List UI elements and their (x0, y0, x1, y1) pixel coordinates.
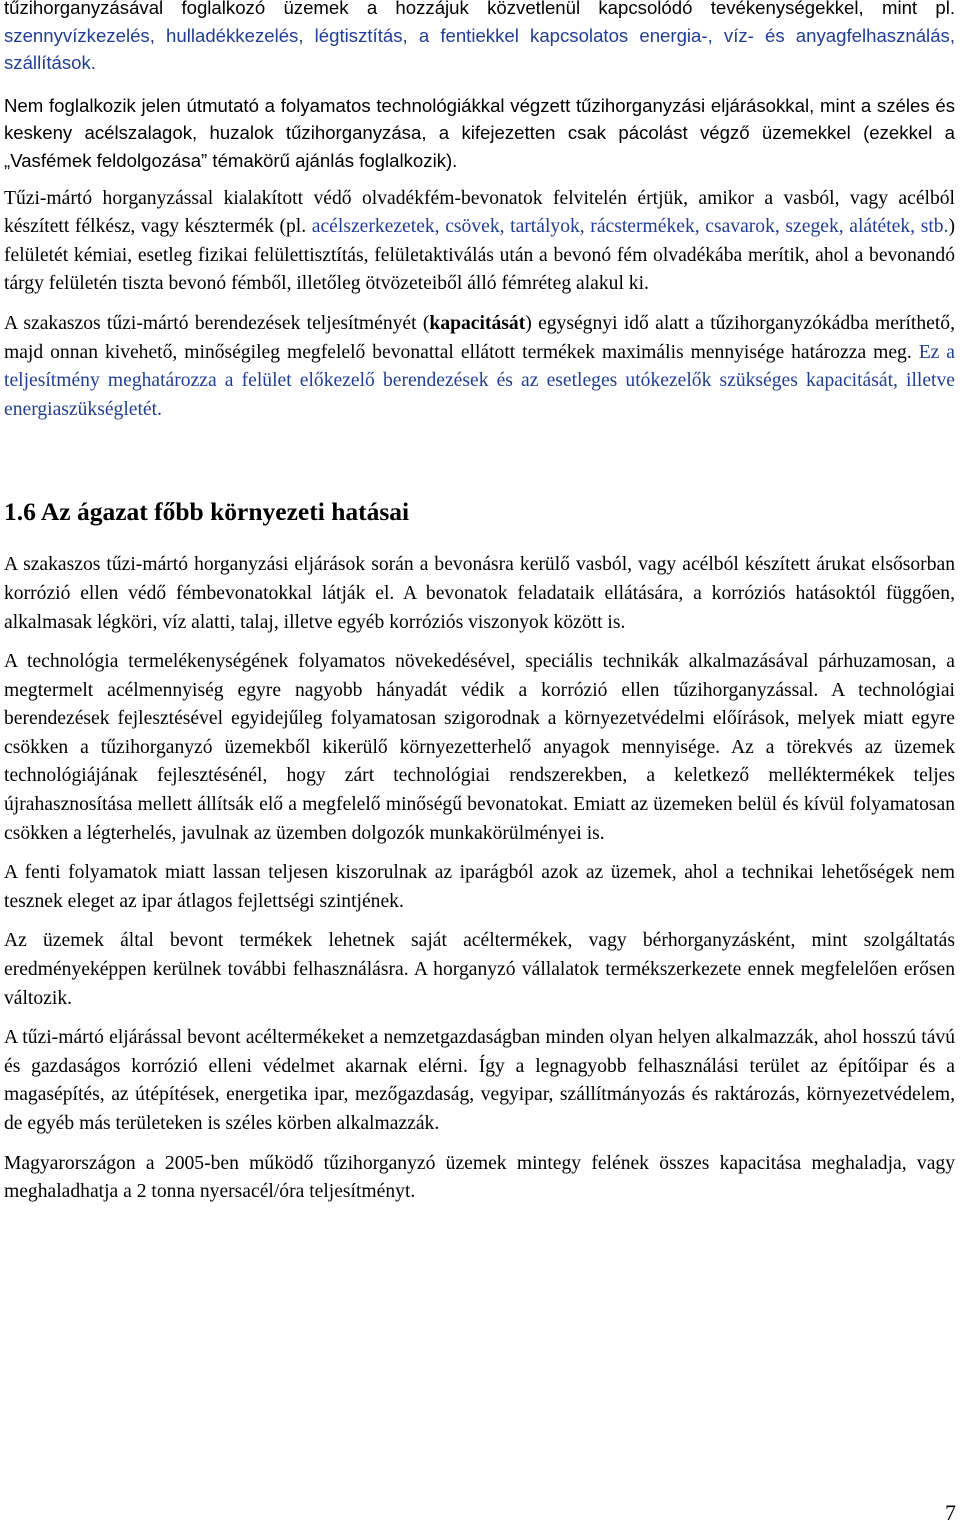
definition-paragraph (4, 185, 955, 299)
section-paragraph: A szakaszos tűzi-mártó horganyzási eljárások során a bevonásra kerülő vasból, vagy acélból készített árukat elsősorban korrózió ellen védő fémbevonatokkal látják el. A bevonatok feladataik ellátására, a korróziós hatásoktól függően, alkalmasak légköri, víz alatti, talaj, illetve egyéb korróziós viszonyok között is. (4, 554, 955, 633)
section-paragraph: Magyarországon a 2005-ben működő tűzihorganyzó üzemek mintegy felének összes kapacitása meghaladja, vagy meghaladhatja a 2 tonna nyersacél/óra teljesítményt. (4, 1152, 955, 1203)
scope-exclusion-paragraph: Nem foglalkozik jelen útmutató a folyamatos technológiákkal végzett tűzihorganyzási eljárásokkal, mint a széles és keskeny acélszalagok, huzalok tűzihorganyzása, a kifejezetten csak pácolást végző üzemekkel (ezekkel a „Vasfémek feldolgozása” témakörű ajánlás foglalkozik). (4, 94, 955, 171)
section-heading: 1.6 Az ágazat főbb környezeti hatásai (4, 497, 410, 527)
capacity-text-part3: Ez a teljesítmény meghatározza a felület előkezelő berendezések és az esetleges utókezelők szükséges kapacitását, illetve energiaszükségletét. (4, 341, 955, 420)
capacity-bold-term: kapacitását (429, 312, 526, 334)
capacity-text-part2: ) egységnyi idő alatt a tűzihorganyzókádba meríthető, majd onnan kivehető, minőségileg megfelelő bevonattal ellátott termékek maximális mennyisége határozza meg. (4, 312, 955, 363)
section-paragraph: A technológia termelékenységének folyamatos növekedésével, speciális technikák alkalmazásával párhuzamosan, a megtermelt acélmennyiség egyre nagyobb hányadát védik a korrózió ellen tűzihorganyzással. A technológiai berendezések fejlesztésével egyidejűleg folyamatosan szigorodnak a környezetvédelmi előírások, melyek miatt egyre csökken a tűzihorganyzó üzemekből kikerülő környezetterhelő anyagok mennyisége. Az a törekvés az üzemek technológiájának fejlesztésénél, hogy zárt technológiai rendszerekben, a keletkező melléktermékek teljes újrahasznosítása mellett állítsák elő a megfelelő minőségű bevonatokat. Emiatt az üzemeken belül és kívül folyamatosan csökken a légterhelés, javulnak az üzemben dolgozók munkakörülményei is. (4, 651, 955, 844)
section-paragraph: A fenti folyamatok miatt lassan teljesen kiszorulnak az iparágból azok az üzemek, ahol a technikai lehetőségek nem tesznek eleget az ipar átlagos fejlettségi szintjének. (4, 862, 955, 912)
definition-text-part1: Tűzi-mártó horganyzással kialakított védő olvadékfém-bevonatok felvitelén értjük, amikor a vasból, vagy acélból készített félkész, vagy késztermék (pl. (4, 187, 955, 238)
section-paragraph: Az üzemek által bevont termékek lehetnek saját acéltermékek, vagy bérhorganyzásként, mint szolgáltatás eredményeképpen kerülnek további felhasználásra. A horganyzó vállalatok termékszerkezete ennek megfelelően erősen változik. (4, 930, 955, 1009)
section-paragraph: A tűzi-mártó eljárással bevont acéltermékeket a nemzetgazdaságban minden olyan helyen alkalmazzák, ahol hosszú távú és gazdaságos korrózió elleni védelmet akarnak elérni. Így a legnagyobb felhasználási terület az építőipar és a magasépítés, az útépítések, energetika ipar, mezőgazdaság, vegyipar, szállítmányozás és raktározás, környezetvédelem, de egyéb más területeken is széles körben alkalmazzák. (4, 1027, 955, 1134)
page-number: 7 (945, 1500, 956, 1525)
intro-related-activities-text: szennyvízkezelés, hulladékkezelés, légtisztítás, a fentiekkel kapcsolatos energia-, víz- és anyagfelhasználás, szállítások. (4, 24, 955, 74)
definition-text-part3: ) felületét kémiai, esetleg fizikai felülettisztítás, felületaktiválás után a bevonó fém olvadékába merítik, ahol a bevonandó tárgy felületén tiszta bevonó fémből, illetőleg ötvözeteiből álló fémréteg alakul ki. (4, 216, 955, 295)
capacity-text-part1: A szakaszos tűzi-mártó berendezések teljesítményét ( (4, 312, 430, 334)
intro-continuation-paragraph (4, 0, 955, 77)
definition-examples-text: acélszerkezetek, csövek, tartályok, rácstermékek, csavarok, szegek, alátétek, stb. (311, 216, 949, 238)
intro-lead-text: tűzihorganyzásával foglalkozó üzemek a hozzájuk közvetlenül kapcsolódó tevékenységekkel, mint pl. (4, 0, 955, 18)
document-page (4, 0, 955, 1207)
capacity-paragraph (4, 310, 955, 424)
